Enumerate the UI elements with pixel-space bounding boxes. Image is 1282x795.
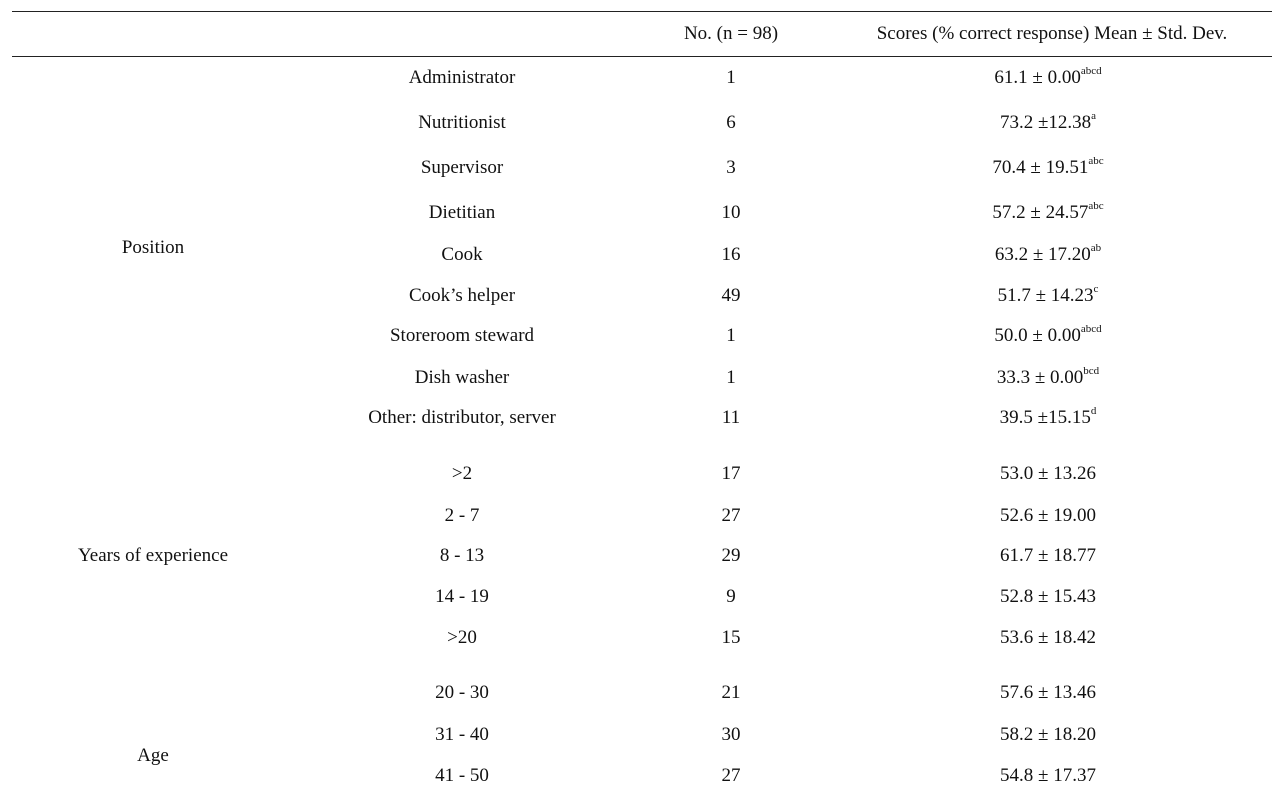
row-score [1000,406,1097,430]
row-item-label: Other: distributor, server [368,407,556,428]
row-count: 29 [721,545,741,566]
row-score [995,243,1101,267]
row-count: 17 [721,463,741,484]
row-count: 1 [726,325,736,346]
score-value: 57.2 ± 24.57 [992,202,1089,223]
row-count: 15 [721,627,741,648]
row-count: 6 [726,112,736,133]
row-count: 3 [726,157,736,178]
significance-superscript: abcd [1080,322,1102,335]
row-score [1000,111,1096,135]
header-count: No. (n = 98) [683,23,779,44]
row-count: 30 [721,724,741,745]
significance-superscript: c [1093,282,1099,295]
row-score [997,366,1099,390]
score-value: 57.6 ± 13.46 [1000,682,1096,703]
row-score [1000,764,1096,788]
row-item-label: Dish washer [414,367,510,388]
score-value: 63.2 ± 17.20 [994,244,1091,265]
row-item-label: Storeroom steward [389,325,535,346]
row-count: 16 [721,244,741,265]
row-item-label: >2 [451,463,473,484]
score-value: 70.4 ± 19.51 [992,157,1089,178]
score-value: 50.0 ± 0.00 [994,325,1081,346]
significance-superscript: abc [1088,154,1104,167]
row-score [1000,626,1096,650]
row-item-label: 2 - 7 [444,505,480,526]
table-top-rule [12,11,1272,12]
row-count: 21 [721,682,741,703]
significance-superscript: a [1091,109,1097,122]
row-count: 1 [726,367,736,388]
row-item-label: 20 - 30 [435,682,489,703]
significance-superscript: abcd [1080,64,1102,77]
score-value: 54.8 ± 17.37 [1000,765,1096,786]
row-score [1000,585,1096,609]
row-score [992,156,1103,180]
row-item-label: Nutritionist [418,112,506,133]
score-value: 52.8 ± 15.43 [1000,586,1096,607]
row-score [994,324,1101,348]
significance-superscript: ab [1090,241,1102,254]
table-header-rule [12,56,1272,57]
row-item-label: 8 - 13 [439,545,485,566]
row-item-label: >20 [447,627,477,648]
row-item-label: Cook [441,244,483,265]
row-count: 1 [726,67,736,88]
row-item-label: Administrator [408,67,516,88]
row-score [1000,681,1096,705]
row-score [1000,504,1096,528]
score-value: 52.6 ± 19.00 [1000,505,1096,526]
row-count: 9 [726,586,736,607]
group-label: Age [137,745,169,766]
row-item-label: 14 - 19 [435,586,489,607]
row-count: 27 [721,765,741,786]
group-label: Position [121,237,185,258]
row-item-label: Dietitian [428,202,496,223]
row-item-label: 31 - 40 [435,724,489,745]
row-item-label: Supervisor [420,157,504,178]
score-value: 51.7 ± 14.23 [997,285,1094,306]
row-score [992,201,1103,225]
score-value: 33.3 ± 0.00 [996,367,1084,388]
row-count: 10 [721,202,741,223]
row-item-label: Cook’s helper [408,285,516,306]
row-score [1000,462,1096,486]
header-score: Scores (% correct response) Mean ± Std. Dev. [876,23,1228,44]
row-score [994,66,1101,90]
significance-superscript: abc [1088,199,1104,212]
row-count: 27 [721,505,741,526]
score-value: 61.7 ± 18.77 [1000,545,1096,566]
score-value: 39.5 ±15.15 [999,407,1091,428]
score-value: 61.1 ± 0.00 [994,67,1081,88]
group-label: Years of experience [77,545,229,566]
row-score [1000,723,1096,747]
row-score [1000,544,1096,568]
significance-superscript: bcd [1083,364,1100,377]
significance-superscript: d [1090,404,1097,417]
row-score [998,284,1099,308]
score-value: 53.6 ± 18.42 [1000,627,1096,648]
score-value: 58.2 ± 18.20 [1000,724,1096,745]
row-count: 11 [721,407,741,428]
row-item-label: 41 - 50 [435,765,489,786]
score-value: 73.2 ±12.38 [999,112,1092,133]
score-value: 53.0 ± 13.26 [1000,463,1096,484]
row-count: 49 [721,285,741,306]
